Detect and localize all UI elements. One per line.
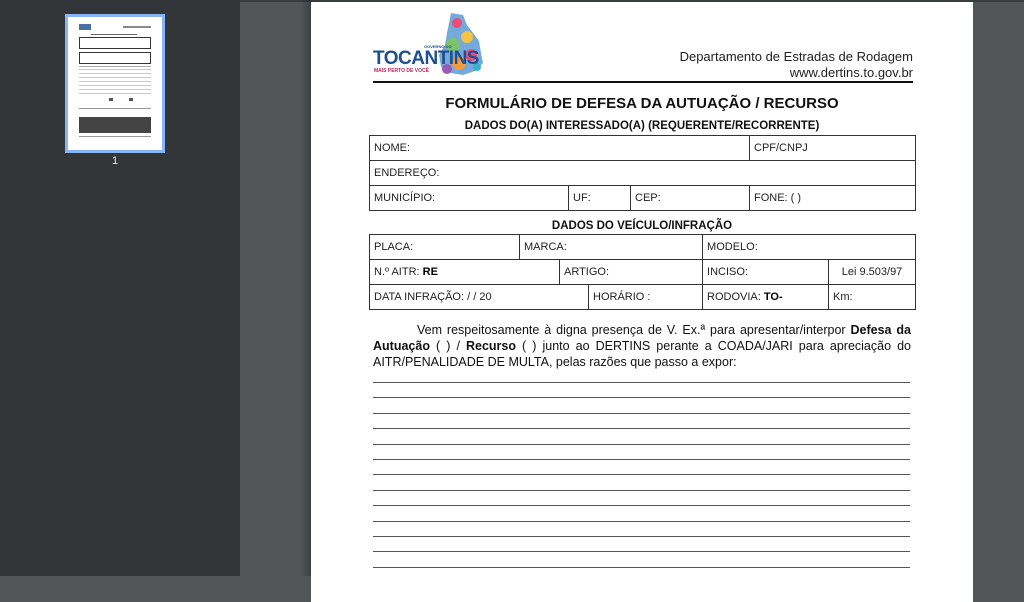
field-aitr[interactable] xyxy=(370,260,560,285)
section-heading-applicant: DADOS DO(A) INTERESSADO(A) (REQUERENTE/RECORRENTE) xyxy=(464,120,820,132)
writing-line xyxy=(373,459,910,460)
writing-line xyxy=(373,536,910,537)
table-row xyxy=(370,136,916,161)
request-paragraph xyxy=(373,322,911,370)
department-website: www.dertins.to.gov.br xyxy=(789,65,913,80)
table-row xyxy=(370,161,916,186)
field-horario[interactable]: HORÁRIO : xyxy=(589,285,703,310)
pdf-page xyxy=(311,2,973,602)
writing-line xyxy=(373,551,910,552)
writing-line xyxy=(373,474,910,475)
applicant-table xyxy=(369,135,916,211)
field-data-infracao[interactable]: DATA INFRAÇÃO: / / 20 xyxy=(370,285,589,310)
writing-line xyxy=(373,413,910,414)
option-recurso-label: Recurso xyxy=(465,339,516,353)
aitr-value: RE xyxy=(422,266,438,278)
writing-line xyxy=(373,521,910,522)
tocantins-logo xyxy=(371,11,487,77)
writing-line xyxy=(373,505,910,506)
writing-line xyxy=(373,567,910,568)
field-placa[interactable]: PLACA: xyxy=(370,235,520,260)
field-artigo[interactable]: ARTIGO: xyxy=(560,260,703,285)
option-defesa-label: Defesa da Autuação xyxy=(373,323,911,353)
paragraph-text-2: ( ) / xyxy=(429,339,466,353)
field-nome[interactable]: NOME: xyxy=(370,136,750,161)
vehicle-table xyxy=(369,234,916,310)
page-shadow xyxy=(300,0,311,576)
field-endereco[interactable]: ENDEREÇO: xyxy=(370,161,916,186)
form-title: FORMULÁRIO DE DEFESA DA AUTUAÇÃO / RECURSO xyxy=(445,95,839,112)
writing-line xyxy=(373,444,910,445)
table-row xyxy=(370,260,916,285)
rodovia-value: TO- xyxy=(763,291,783,303)
field-lei: Lei 9.503/97 xyxy=(829,260,916,285)
logo-text: TOCANTINS xyxy=(373,48,479,69)
field-cpf-cnpj[interactable]: CPF/CNPJ xyxy=(750,136,916,161)
page-thumbnail-1[interactable] xyxy=(65,14,165,153)
table-row xyxy=(370,186,916,211)
rodovia-label: RODOVIA: xyxy=(707,291,764,303)
header-divider xyxy=(373,81,913,83)
writing-line xyxy=(373,490,910,491)
section-heading-vehicle: DADOS DO VEÍCULO/INFRAÇÃO xyxy=(551,220,733,232)
logo-top-text: GOVERNO DO xyxy=(424,44,452,49)
field-uf[interactable]: UF: xyxy=(569,186,631,211)
department-name: Departamento de Estradas de Rodagem xyxy=(679,49,913,64)
table-row xyxy=(370,285,916,310)
field-fone[interactable]: FONE: ( ) xyxy=(750,186,916,211)
field-km[interactable]: Km: xyxy=(829,285,916,310)
field-modelo[interactable]: MODELO: xyxy=(703,235,916,260)
writing-line xyxy=(373,397,910,398)
department-block xyxy=(680,49,913,81)
field-inciso[interactable]: INCISO: xyxy=(703,260,829,285)
thumbnail-preview xyxy=(73,22,157,145)
paragraph-text-3: ( ) junto ao DERTINS perante a COADA/JARI para apreciação do AITR/PENALIDADE DE MULTA, pelas razões que passo a expor: xyxy=(373,339,911,369)
paragraph-text-1: Vem respeitosamente à digna presença de V. Ex.ª para apresentar/interpor xyxy=(417,323,851,337)
page-number-label: 1 xyxy=(111,155,119,167)
thumbnail-sidebar xyxy=(0,0,240,576)
field-marca[interactable]: MARCA: xyxy=(520,235,703,260)
writing-line xyxy=(373,382,910,383)
table-row xyxy=(370,235,916,260)
writing-line xyxy=(373,428,910,429)
aitr-label: N.º AITR: xyxy=(374,266,423,278)
field-rodovia[interactable] xyxy=(703,285,829,310)
logo-tagline: MAIS PERTO DE VOCÊ xyxy=(374,68,429,74)
field-cep[interactable]: CEP: xyxy=(631,186,750,211)
field-municipio[interactable]: MUNICÍPIO: xyxy=(370,186,569,211)
